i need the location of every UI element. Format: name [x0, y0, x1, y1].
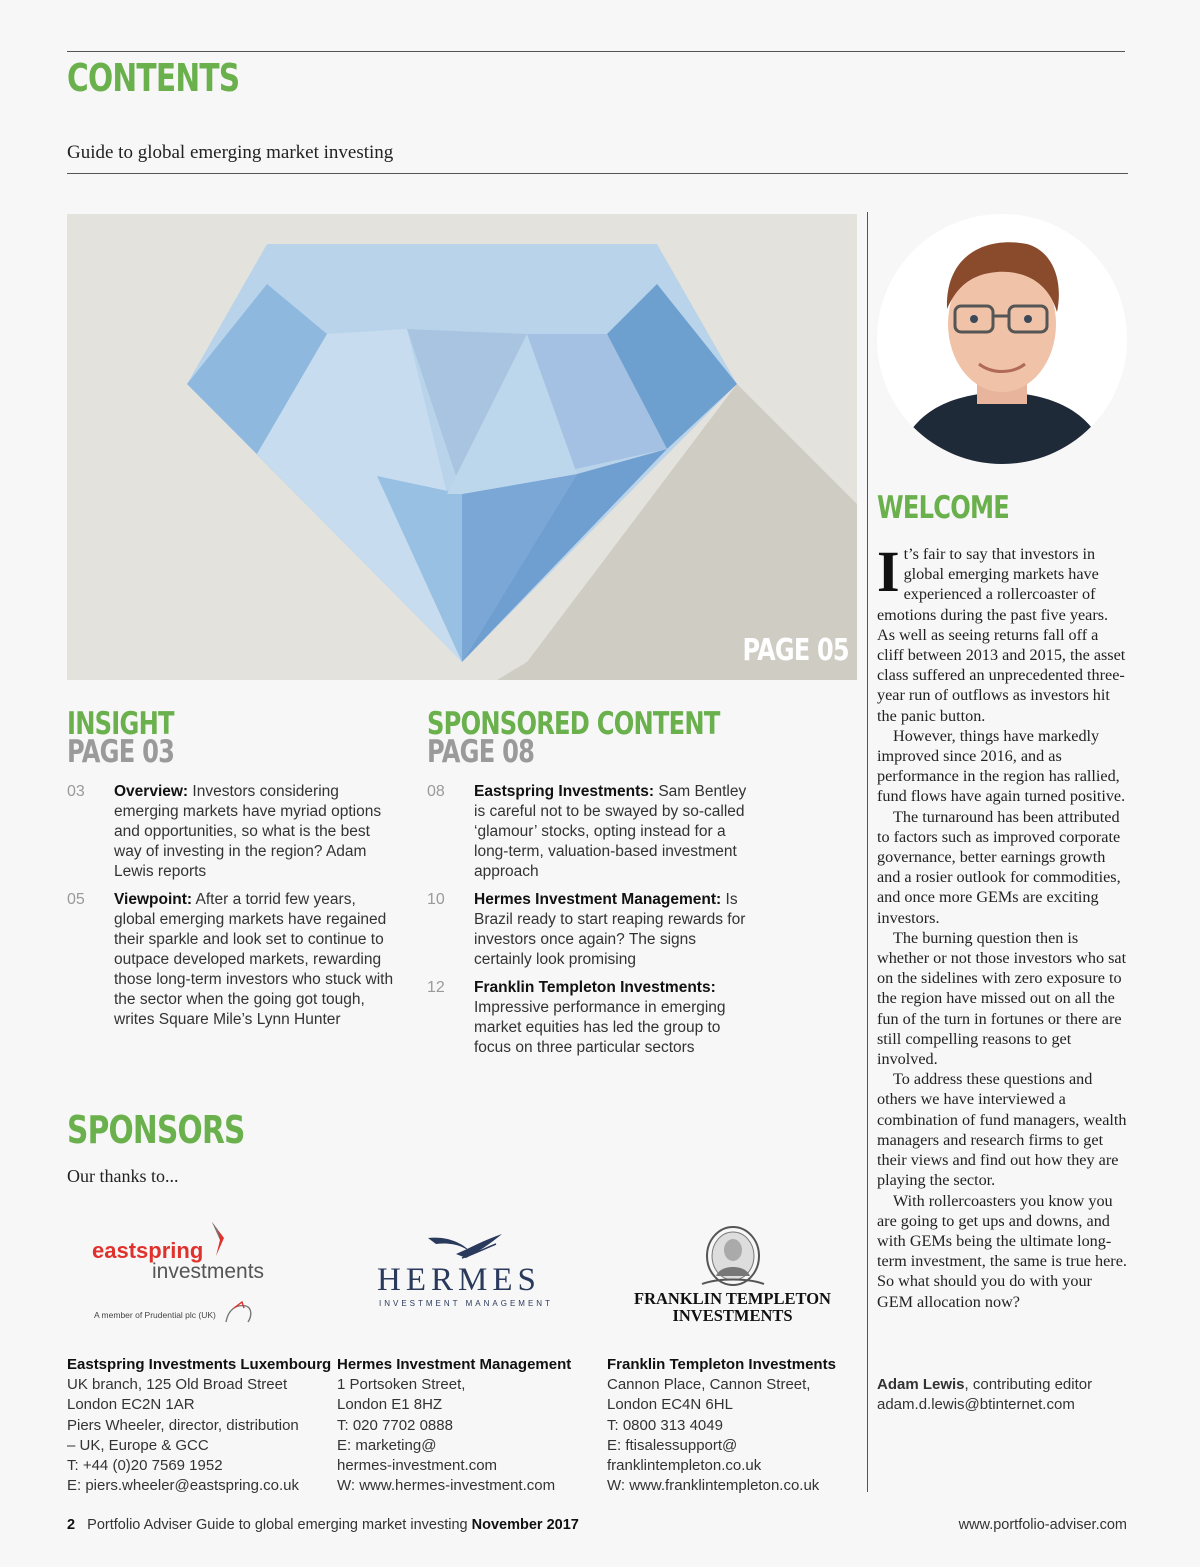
- welcome-heading: WELCOME: [877, 490, 1010, 526]
- sponsor-name: Hermes Investment Management: [337, 1356, 572, 1373]
- sponsor-contact-hermes: [337, 1355, 597, 1496]
- contact-website[interactable]: W: www.hermes-investment.com: [337, 1477, 556, 1495]
- subtitle-rule: [67, 173, 1128, 174]
- dropcap: I: [877, 539, 900, 604]
- article-paragraph: The burning question then is whether or not those investors who sat on the sidelines with zero exposure to the region have missed out on all the fun of the turn in fortunes or there are still compelling reasons to get involved.: [877, 928, 1127, 1069]
- contact-email[interactable]: E: marketing@: [337, 1436, 437, 1454]
- eastspring-logo-word2: investments: [152, 1260, 265, 1283]
- hermes-wing-icon: [426, 1232, 506, 1264]
- editor-portrait: [877, 214, 1127, 464]
- footer-website[interactable]: www.portfolio-adviser.com: [958, 1517, 1127, 1533]
- contact-line: Cannon Place, Cannon Street,: [607, 1376, 811, 1394]
- entry-description: Sam Bentley is careful not to be swayed by so-called ‘glamour’ stocks, opting instead for a long-term, valuation-based investment approach: [474, 783, 747, 880]
- contact-email[interactable]: E: piers.wheeler@eastspring.co.uk: [67, 1477, 300, 1495]
- entry-page-number: 08: [427, 783, 445, 800]
- contact-line: 1 Portsoken Street,: [337, 1376, 466, 1394]
- hermes-logo[interactable]: [372, 1232, 557, 1312]
- contact-email-domain[interactable]: franklintempleton.co.uk: [607, 1457, 762, 1475]
- sponsor-name: Franklin Templeton Investments: [607, 1356, 836, 1373]
- contact-line: UK branch, 125 Old Broad Street: [67, 1376, 288, 1394]
- entry-label: Overview:: [114, 783, 189, 800]
- hero-diamond-image[interactable]: [67, 214, 857, 680]
- eastspring-member-text: A member of Prudential plc (UK): [94, 1310, 216, 1320]
- entry-label: Eastspring Investments:: [474, 783, 655, 800]
- contact-phone: T: 020 7702 0888: [337, 1416, 453, 1434]
- franklin-logo-line1: FRANKLIN TEMPLETON: [634, 1289, 831, 1308]
- entry-page-number: 12: [427, 979, 445, 996]
- insight-list: [67, 782, 407, 1038]
- editor-signature: [877, 1375, 1092, 1415]
- editor-name: Adam Lewis: [877, 1376, 965, 1393]
- entry-label: Franklin Templeton Investments:: [474, 979, 716, 996]
- entry-description: Is Brazil ready to start reaping rewards for investors once again? The signs certainly look promising: [474, 891, 746, 968]
- footer-publication: Portfolio Adviser Guide to global emerging market investing: [87, 1517, 468, 1533]
- article-paragraph: However, things have markedly improved since 2016, and as performance in the region has rallied, fund flows have again turned positive.: [877, 726, 1126, 806]
- contact-website[interactable]: W: www.franklintempleton.co.uk: [607, 1477, 820, 1495]
- entry-label: Hermes Investment Management:: [474, 891, 722, 908]
- footer-page-number: 2: [67, 1517, 76, 1533]
- prudential-lion-icon: [222, 1300, 256, 1326]
- column-divider: [867, 212, 868, 1492]
- article-paragraph: To address these questions and others we have interviewed a combination of fund managers, wealth managers and research firms to get their views and find out how they are playing the sector.: [877, 1070, 1127, 1190]
- contact-line: London EC2N 1AR: [67, 1396, 195, 1414]
- editor-role: , contributing editor: [964, 1376, 1093, 1393]
- franklin-logo-line2: INVESTMENTS: [672, 1306, 793, 1325]
- contact-line: Piers Wheeler, director, distribution: [67, 1416, 299, 1434]
- hermes-logo-sub: INVESTMENT MANAGEMENT: [379, 1299, 553, 1308]
- footer-left: [67, 1517, 579, 1533]
- footer-date: November 2017: [471, 1517, 579, 1533]
- diamond-illustration: [67, 214, 857, 680]
- eastspring-logo[interactable]: [92, 1220, 312, 1330]
- list-item[interactable]: [427, 978, 767, 1058]
- editor-photo: [877, 214, 1127, 464]
- sponsored-list: [427, 782, 767, 1066]
- sponsors-thanks: Our thanks to...: [67, 1166, 179, 1186]
- contact-line: London E1 8HZ: [337, 1396, 443, 1414]
- entry-page-number: 10: [427, 891, 445, 908]
- sponsor-name: Eastspring Investments Luxembourg: [67, 1356, 332, 1373]
- list-item[interactable]: [427, 890, 767, 970]
- entry-label: Viewpoint:: [114, 891, 193, 908]
- entry-page-number: 05: [67, 891, 85, 908]
- eastspring-logo-word: eastspring: [92, 1238, 204, 1263]
- insight-page: PAGE 03: [67, 734, 175, 770]
- insight-heading: INSIGHT: [67, 706, 174, 742]
- entry-description: Investors considering emerging markets have myriad options and opportunities, so what is the best way of investing in the region? Adam Lewis reports: [114, 783, 382, 880]
- article-paragraph: The turnaround has been attributed to factors such as improved corporate governance, better earnings growth and a rosier outlook for commodities, and once more GEMs are exciting investors.: [877, 807, 1121, 927]
- sponsor-contact-eastspring: [67, 1355, 332, 1496]
- contact-line: London EC4N 6HL: [607, 1396, 733, 1414]
- sponsored-heading: SPONSORED CONTENT: [427, 706, 720, 742]
- franklin-logo-text: [630, 1290, 835, 1324]
- entry-description: Impressive performance in emerging market equities has led the group to focus on three particular sectors: [474, 999, 726, 1056]
- entry-page-number: 03: [67, 783, 85, 800]
- welcome-article: [877, 539, 1129, 1312]
- article-paragraph: With rollercoasters you know you are going to get ups and downs, and with GEMs being the ultimate long-term investment, the same is true here. So what should you do with your GEM allocation now?: [877, 1191, 1127, 1311]
- franklin-templeton-logo[interactable]: [630, 1226, 835, 1326]
- sponsored-page: PAGE 08: [427, 734, 535, 770]
- page-title: CONTENTS: [67, 56, 240, 100]
- article-paragraph: [877, 539, 1129, 726]
- editor-email[interactable]: adam.d.lewis@btinternet.com: [877, 1396, 1075, 1414]
- paragraph-text: t’s fair to say that investors in global emerging markets have experienced a rollercoaster of emotions during the past five years. As well as seeing returns fall off a cliff between 2013 and 2015, the asset class suffered an unprecedented three-year run of outflows as investors hit the panic button.: [877, 545, 1126, 725]
- page-subtitle: Guide to global emerging market investing: [67, 142, 394, 163]
- contact-phone: T: +44 (0)20 7569 1952: [67, 1457, 223, 1475]
- benjamin-franklin-portrait-icon: [698, 1226, 768, 1290]
- list-item[interactable]: [67, 782, 407, 882]
- contact-email-domain[interactable]: hermes-investment.com: [337, 1457, 498, 1475]
- contact-email[interactable]: E: ftisalessupport@: [607, 1436, 738, 1454]
- contact-phone: T: 0800 313 4049: [607, 1416, 723, 1434]
- list-item[interactable]: [427, 782, 767, 882]
- sponsor-contact-franklin: [607, 1355, 867, 1496]
- list-item[interactable]: [67, 890, 407, 1030]
- hermes-logo-word: HERMES: [377, 1262, 541, 1298]
- sponsors-heading: SPONSORS: [67, 1108, 245, 1152]
- top-rule: [67, 51, 1125, 52]
- hero-page-label: PAGE 05: [742, 633, 849, 668]
- eastspring-arrow-icon: [210, 1222, 230, 1258]
- entry-description: After a torrid few years, global emerging markets have regained their sparkle and look set to continue to outpace developed markets, rewarding those long-term investors who stuck with the sector when the going got tough, writes Square Mile’s Lynn Hunter: [114, 891, 394, 1028]
- contact-line: – UK, Europe & GCC: [67, 1436, 209, 1454]
